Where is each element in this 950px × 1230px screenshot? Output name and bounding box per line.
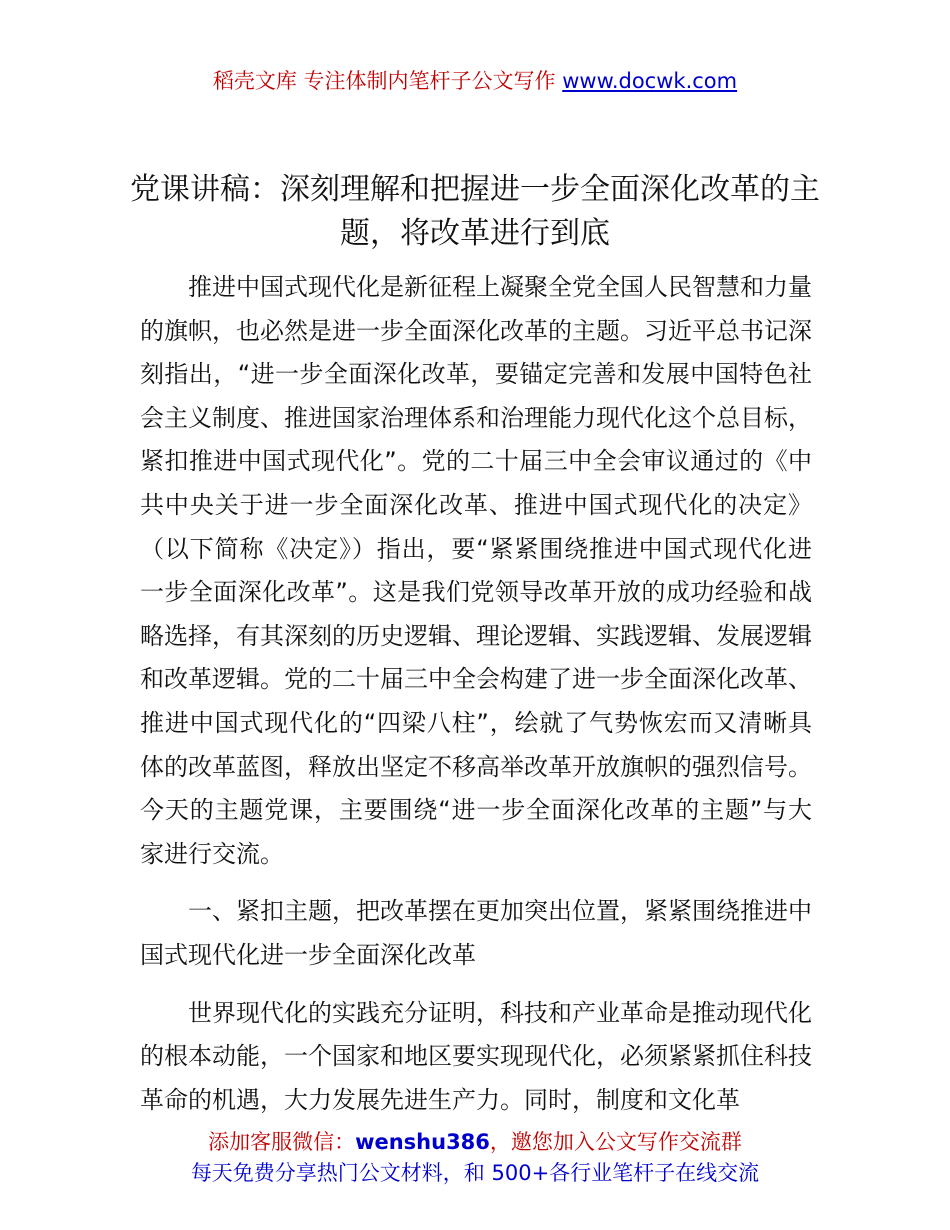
header-site-link[interactable]: www.docwk.com	[562, 69, 738, 93]
footer-line-1	[0, 1127, 950, 1158]
document-title: 党课讲稿：深刻理解和把握进一步全面深化改革的主题，将改革进行到底	[130, 172, 820, 251]
wechat-id: wenshu386	[355, 1130, 490, 1154]
paragraph-intro: 推进中国式现代化是新征程上凝聚全党全国人民智慧和力量的旗帜，也必然是进一步全面深化改革的主题。习近平总书记深刻指出，“进一步全面深化改革，要锚定完善和发展中国特色社会主义制度、推进国家治理体系和治理能力现代化这个总目标，紧扣推进中国式现代化”。党的二十届三中全会审议通过的《中共中央关于进一步全面深化改革、推进中国式现代化的决定》（以下简称《决定》）指出，要“紧紧围绕推进中国式现代化进一步全面深化改革”。这是我们党领导改革开放的成功经验和战略选择，有其深刻的历史逻辑、理论逻辑、实践逻辑、发展逻辑和改革逻辑。党的二十届三中全会构建了进一步全面深化改革、推进中国式现代化的“四梁八柱”，绘就了气势恢宏而又清晰具体的改革蓝图，释放出坚定不移高举改革开放旗帜的强烈信号。今天的主题党课，主要围绕“进一步全面深化改革的主题”与大家进行交流。	[140, 273, 812, 868]
paragraph-section-1: 世界现代化的实践充分证明，科技和产业革命是推动现代化的根本动能，一个国家和地区要实现现代化，必须紧紧抓住科技革命的机遇，大力发展先进生产力。同时，制度和文化革	[140, 998, 812, 1114]
header-brand-text: 稻壳文库 专注体制内笔杆子公文写作	[212, 69, 563, 93]
footer-line-2: 每天免费分享热门公文材料，和 500+各行业笔杆子在线交流	[190, 1161, 760, 1185]
section-heading-1: 一、紧扣主题，把改革摆在更加突出位置，紧紧围绕推进中国式现代化进一步全面深化改革	[140, 897, 812, 969]
footer-suffix: ，邀您加入公文写作交流群	[489, 1130, 742, 1154]
promo-footer	[0, 1127, 950, 1189]
site-header	[0, 66, 950, 96]
footer-prefix: 添加客服微信：	[208, 1130, 356, 1154]
document-body	[140, 266, 812, 1122]
